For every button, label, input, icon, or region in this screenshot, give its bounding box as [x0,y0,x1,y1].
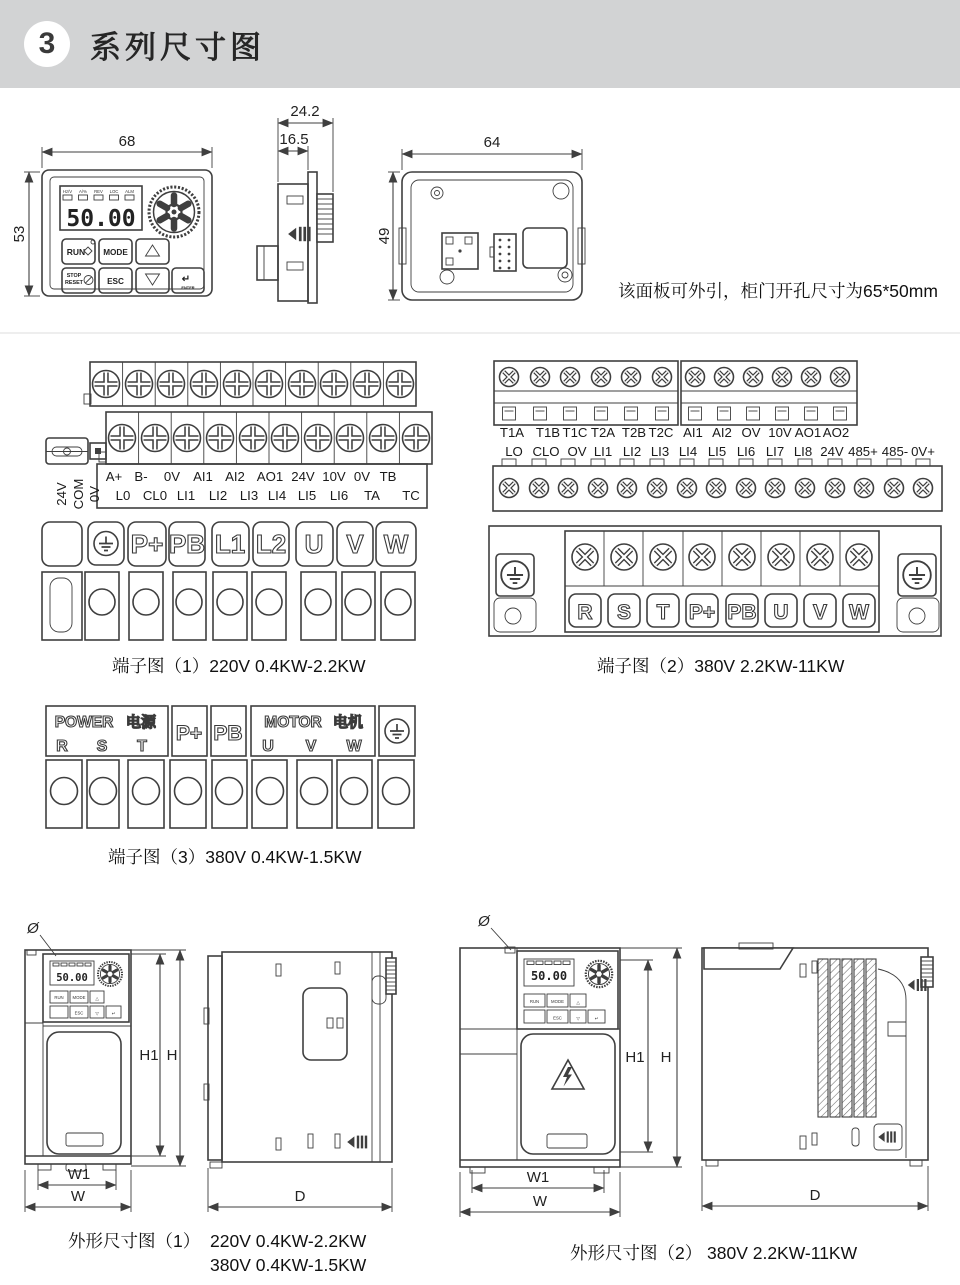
outline1-front-view [25,920,186,1212]
terminal-label: 24V [820,444,844,459]
heatsink-fins [818,959,876,1117]
terminal-label: L0 [115,488,131,503]
terminal-label: T2B [621,425,647,440]
dim-label-inner-depth: 16.5 [279,131,309,148]
t3-terminal-blocks [46,760,414,828]
outline2-keypad [517,951,618,1029]
dim-label-width: 68 [118,133,136,150]
dim-h1: H1 [139,1047,159,1064]
terminal-label: LI8 [793,444,813,459]
warning-triangle-icon [552,1060,584,1089]
potentiometer-knob-icon [149,187,199,237]
dim-label-back-width: 64 [483,134,501,151]
terminal-label: LI4 [267,488,287,503]
mini-button-label: RUN [54,995,64,1000]
power-terminal-label: W [849,601,869,624]
power-terminal-label: S [616,601,632,624]
outline1-spec2: 380V 0.4KW-1.5KW [210,1255,367,1275]
terminal-label: AO1 [794,425,822,440]
indicator-label: LOC [109,189,119,194]
power-terminal-label: W [383,529,409,559]
power-terminal-label: L2 [255,529,287,559]
enter-arrow-icon: ↵ [181,274,191,285]
terminal-label: TB [379,469,397,484]
power-terminal-label: V [346,529,364,559]
terminal3-caption: 端子图（3）380V 0.4KW-1.5KW [108,847,362,867]
outline2-front-view [460,913,682,1217]
power-terminal-label: W [346,738,362,755]
potentiometer-knob-icon [586,961,612,987]
terminal-label: 10V [322,469,346,484]
power-terminal-label: P+ [175,722,203,745]
ground-icon [385,719,409,743]
terminal-label: AO2 [822,425,850,440]
outline1-side-view [204,952,396,1212]
terminal-label: AI1 [193,469,213,484]
motor-section-label: MOTOR [264,714,322,731]
ground-icon [94,532,118,556]
mini-up-icon: △ [576,1000,580,1005]
power-terminal-label: U [773,601,789,624]
ground-icon [501,561,529,589]
t2-tabs [502,459,930,466]
mini-down-icon: ▽ [95,1011,99,1016]
dim-w: W [532,1193,548,1210]
indicator-label: A/% [79,189,87,194]
t2-power-block [489,526,941,636]
vent-arrow-icon [347,1136,367,1149]
mini-enter-icon: ↵ [111,1011,116,1016]
terminal-label: LI2 [208,488,228,503]
terminal-label: CL0 [142,488,168,503]
terminal-label: LI3 [650,444,670,459]
side-label: 0V [87,485,102,503]
terminal-label: LI6 [329,488,349,503]
side-label: COM [71,478,86,510]
dim-w: W [70,1188,86,1205]
mini-button-label: RUN [529,999,540,1004]
outline2-caption [570,1243,858,1263]
terminal-pins [503,407,847,420]
terminal-label: 10V [768,425,792,440]
terminal-diagram-3 [46,706,415,867]
outline1-caption [68,1231,367,1275]
terminal-label: T1B [535,425,561,440]
power-terminal-label: P+ [688,601,716,624]
outline2-spec1: 380V 2.2KW-11KW [707,1243,858,1263]
power-terminal-label: S [96,738,108,755]
dim-h1: H1 [625,1049,645,1066]
power-terminal-label: P+ [130,529,164,559]
mini-display: 50.00 [56,972,88,984]
terminal1-caption: 端子图（1）220V 0.4KW-2.2KW [112,656,366,676]
mini-enter-icon: ↵ [594,1016,599,1021]
terminal-label: LI4 [678,444,698,459]
keypad-buttons [62,239,204,293]
indicator-label: Hz/V [62,189,73,194]
section-number: 3 [38,27,56,60]
terminal-label: LI1 [176,488,196,503]
terminal-label: 0V [353,469,371,484]
dim-d: D [809,1187,821,1204]
keypad-front-view [11,133,212,296]
terminal-label: 485+ [848,444,878,459]
outline1-keypad [43,954,129,1022]
terminal-label: B- [134,469,148,484]
pin-header [490,234,516,271]
power-terminal-label: PB [213,722,243,745]
terminal-label: 485- [881,444,909,459]
rj45-connector [442,233,478,269]
screw-dia-label: Ø [27,920,39,937]
mini-button-label: ESC [74,1010,84,1016]
terminal-label: LI1 [593,444,613,459]
mini-down-icon: ▽ [576,1016,580,1021]
dim-w1: W1 [526,1169,550,1186]
terminal-label: AI1 [683,425,703,440]
power-section-label: POWER [54,714,114,731]
up-button-drawing [136,239,169,264]
terminal-label: TC [402,488,420,503]
terminal-label: 24V [291,469,315,484]
mini-button-label: MODE [551,999,564,1004]
t2-labels-row2 [505,444,935,459]
power-terminal-label: R [56,738,68,755]
mode-button-label: MODE [103,248,128,257]
dim-h: H [166,1047,178,1064]
power-terminal-label: PB [727,601,757,624]
terminal-label: T1A [499,425,525,440]
power-terminal-label: U [304,529,324,559]
enter-button-label: ENTER [181,285,195,290]
panel-note: 该面板可外引，柜门开孔尺寸为65*50mm [618,281,938,301]
terminal-label: OV [741,425,761,440]
frequency-display: 50.00 [66,206,136,232]
control-terminal-labels-row1 [106,469,397,484]
terminal-label: A+ [105,469,123,484]
outline2-side-view [702,943,933,1211]
dim-label-back-height: 49 [376,227,393,245]
power-terminal-label: U [262,738,274,755]
indicator-label: REV [94,189,103,194]
power-section-label-cn: 电源 [125,714,157,731]
terminal-label: LI5 [297,488,317,503]
side-label: 24V [54,482,69,506]
terminal-label: 0V+ [911,444,935,459]
outline1-title: 外形尺寸图（1） [68,1231,201,1251]
terminal2-caption: 端子图（2）380V 2.2KW-11KW [597,656,845,676]
terminal-label: 0V [163,469,181,484]
indicator-label: ALM [125,189,134,194]
run-button-label: RUN [66,247,86,257]
potentiometer-knob-icon [98,962,122,986]
terminal-label: T2C [648,425,674,440]
reset-label: RESET [65,280,83,286]
down-arrow-icon [146,274,160,285]
terminal-diagram-1 [42,362,432,676]
keypad-side-view [257,103,333,303]
power-terminal-label: V [305,738,317,755]
screw-dia-label: Ø [478,913,490,930]
status-indicator-leds [63,189,134,200]
motor-section-label-cn: 电机 [332,714,364,731]
power-terminal-labels [42,522,416,566]
terminal-label: LI5 [707,444,727,459]
dim-label-height: 53 [11,225,28,243]
ground-icon [903,561,931,589]
keypad-back-view [376,134,585,300]
terminal-label: AO1 [256,469,284,484]
mini-button-label: ESC [553,1015,562,1021]
up-arrow-icon [146,245,160,256]
power-terminal-label: L1 [214,529,246,559]
power-terminal-label: T [656,601,670,624]
terminal-label: T2A [590,425,616,440]
mini-button-label: MODE [72,995,86,1000]
mini-up-icon: △ [95,996,99,1001]
vent-arrow-icon [878,1131,896,1142]
stop-slash-icon [86,277,92,283]
outline1-spec1: 220V 0.4KW-2.2KW [210,1231,367,1251]
esc-button-label: ESC [107,277,124,286]
mini-display: 50.00 [530,969,568,983]
terminal-label: LI2 [622,444,642,459]
terminal-label: LO [505,444,523,459]
dim-label-depth: 24.2 [290,103,320,120]
stop-label: STOP [66,273,82,279]
jumper-connector [46,438,106,464]
terminal-label: LI6 [736,444,756,459]
power-terminal-label: PB [168,529,206,559]
power-terminal-label: T [137,738,147,755]
dim-w1: W1 [67,1166,91,1183]
power-terminal-blocks [42,572,415,640]
terminal-label: AI2 [225,469,245,484]
terminal-diagram-2 [489,361,942,676]
outline2-title: 外形尺寸图（2） [570,1243,703,1263]
terminal-label: CLO [532,444,560,459]
terminal-label: LI3 [239,488,259,503]
terminal-label: OV [567,444,587,459]
dim-h: H [660,1049,672,1066]
power-terminal-label: V [812,601,828,624]
terminal-label: LI7 [765,444,785,459]
terminal-label: TA [364,488,380,503]
page-title: 系列尺寸图 [90,29,265,65]
control-terminal-labels-row2 [116,488,421,503]
terminal-label: T1C [562,425,588,440]
dim-d: D [294,1188,306,1205]
power-terminal-label: R [577,601,593,624]
t2-labels-row1 [500,425,849,440]
terminal-label: AI2 [712,425,732,440]
